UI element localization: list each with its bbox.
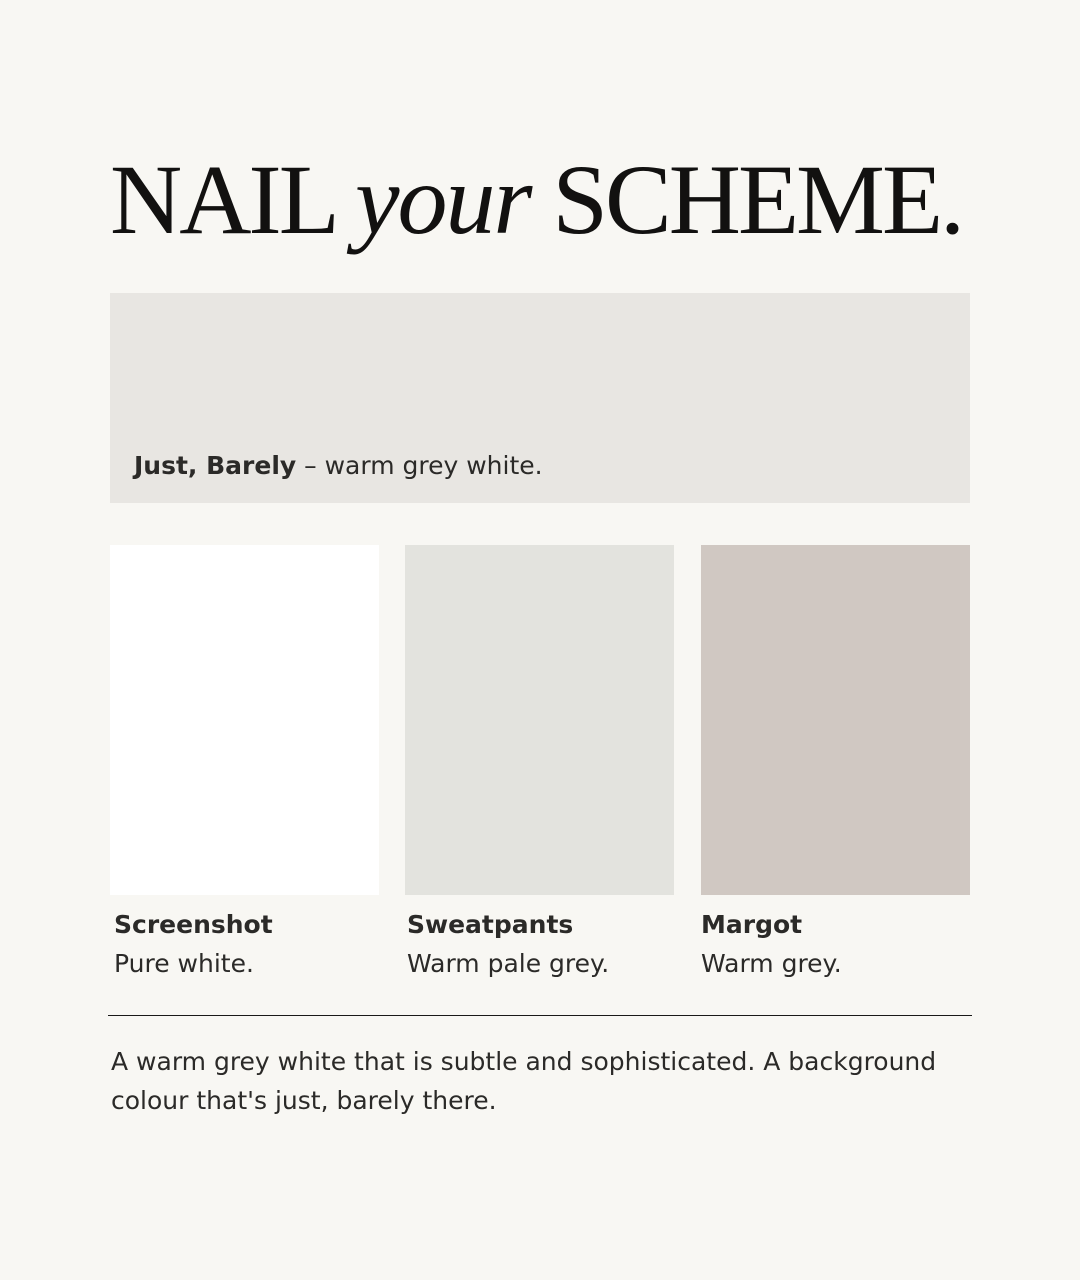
swatch-description: Warm grey. — [701, 949, 842, 978]
swatch-label-margot — [701, 909, 971, 980]
page-headline — [110, 144, 963, 255]
swatch-name: Sweatpants — [407, 910, 574, 939]
hero-swatch — [110, 293, 970, 503]
swatch-margot — [701, 545, 970, 895]
body-description: A warm grey white that is subtle and sophisticated. A background colour that's just, barely there. — [111, 1047, 937, 1115]
swatch-description: Warm pale grey. — [407, 949, 610, 978]
swatch-screenshot — [110, 545, 379, 895]
divider — [108, 1015, 972, 1016]
swatch-label-sweatpants — [407, 909, 677, 980]
headline-part-nail: NAIL — [110, 144, 334, 255]
hero-caption — [134, 450, 543, 482]
headline-part-your: your — [355, 144, 531, 255]
swatch-sweatpants — [405, 545, 674, 895]
headline-part-scheme: SCHEME. — [552, 144, 963, 255]
swatch-name: Margot — [701, 910, 803, 939]
swatch-label-screenshot — [114, 909, 384, 980]
swatch-name: Screenshot — [114, 910, 273, 939]
swatch-description: Pure white. — [114, 949, 254, 978]
hero-colour-name: Just, Barely — [134, 451, 297, 480]
hero-colour-description: – warm grey white. — [296, 451, 543, 480]
